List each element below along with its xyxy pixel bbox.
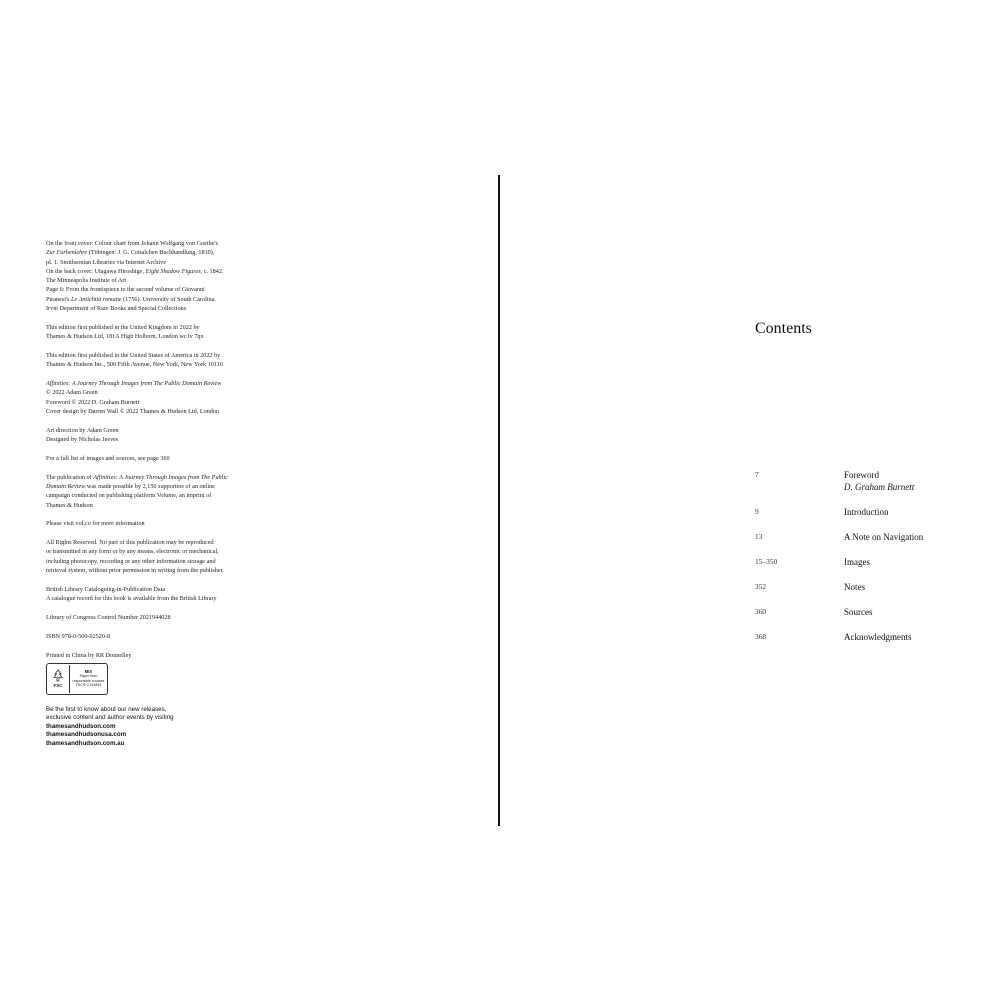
table-of-contents (755, 469, 955, 656)
imprint-line: campaign conducted on publishing platform Volume, an imprint of (46, 492, 212, 500)
sources-note (46, 454, 261, 463)
fsc-line: responsible sources (72, 678, 105, 683)
imprint-line: Zur Farbenlehre (Tübingen: J. G. Cottalchen Buchhandlung, 1810), (46, 249, 215, 257)
toc-title: A Note on Navigation (844, 532, 924, 542)
toc-author: D. Graham Burnett (844, 482, 915, 492)
imprint-line: A catalogue record for this book is available from the British Library (46, 595, 217, 603)
imprint-line: For a full list of images and sources, see page 360 (46, 454, 170, 462)
imprint-line: On the back cover: Utagawa Hiroshige, Eight Shadow Figures, c. 1842. (46, 267, 224, 275)
toc-title: Images (844, 557, 870, 567)
fsc-line: Paper from (79, 674, 98, 679)
imprint-line: All Rights Reserved. No part of this publication may be reproduced (46, 539, 214, 547)
fsc-logo-text: FSC (53, 683, 63, 689)
promo-line: exclusive content and author events by visiting (46, 714, 174, 722)
toc-entry-introduction[interactable] (755, 506, 955, 531)
toc-page-number: 7 (755, 470, 759, 479)
imprint-line: retrieval system, without prior permission in writing from the publisher. (46, 567, 224, 575)
toc-title (844, 469, 914, 493)
imprint-line: or transmitted in any form or by any means, electronic or mechanical, (46, 548, 219, 556)
imprint-page (46, 239, 261, 748)
isbn (46, 632, 261, 641)
uk-edition (46, 323, 261, 342)
imprint-line: © 2022 Adam Green (46, 389, 98, 397)
fsc-code: FSC® C144853 (75, 683, 102, 688)
imprint-line: Domain Review was made possible by 2,150 supporters of an online (46, 482, 215, 490)
toc-entry-acknowledgments[interactable] (755, 631, 955, 656)
imprint-line: Thames & Hudson (46, 501, 93, 509)
imprint-line: Art direction by Adam Green (46, 426, 119, 434)
imprint-line: Please visit vol.co for more information (46, 520, 145, 528)
fsc-text (70, 670, 107, 688)
toc-entry-navigation[interactable] (755, 531, 955, 556)
page-gutter-divider (498, 175, 500, 826)
imprint-line: Irvin Department of Rare Books and Special Collections (46, 305, 187, 313)
toc-title: Introduction (844, 507, 889, 517)
visit-note (46, 519, 261, 528)
website-link[interactable]: thamesandhudson.com.au (46, 739, 125, 747)
toc-entry-images[interactable] (755, 556, 955, 581)
fsc-tree-graphic (52, 669, 64, 683)
imprint-line: Printed in China by RR Donnelley (46, 651, 132, 659)
toc-page-number: 13 (755, 532, 763, 541)
imprint-line: Thames & Hudson Inc., 500 Fifth Avenue, New York, New York 10110 (46, 361, 223, 369)
rights-statement (46, 538, 261, 575)
toc-title-text: Foreword (844, 470, 879, 480)
promo-line: Be the first to know about our new releases, (46, 705, 167, 713)
imprint-line: The publication of Affinities: A Journey Through Images from The Public (46, 473, 228, 481)
fsc-label (46, 663, 108, 695)
book-title-line: Affinities: A Journey Through Images from The Public Domain Review (46, 380, 222, 388)
imprint-line: The Minneapolis Institute of Art (46, 277, 127, 285)
imprint-line: On the front cover: Colour chart from Johann Wolfgang von Goethe's (46, 240, 218, 247)
fsc-tree-icon (47, 665, 70, 693)
toc-page-number: 15–350 (755, 557, 778, 566)
imprint-line: This edition first published in the United States of America in 2022 by (46, 351, 221, 359)
loc-number (46, 613, 261, 622)
imprint-line: pl. 1. Smithsonian Libraries via Internet Archive (46, 258, 166, 266)
printed-note (46, 651, 261, 660)
toc-entry-sources[interactable] (755, 606, 955, 631)
toc-entry-notes[interactable] (755, 581, 955, 606)
toc-page-number: 360 (755, 607, 767, 616)
toc-entry-foreword[interactable] (755, 469, 955, 506)
imprint-line: Piranesi's Le Antichità romane (1756). University of South Carolina. (46, 295, 216, 303)
website-link[interactable]: thamesandhudson.com (46, 722, 116, 730)
imprint-line: Library of Congress Control Number 2021944028 (46, 613, 171, 621)
imprint-line: Page 6: From the frontispiece to the second volume of Giovanni (46, 286, 205, 294)
us-edition (46, 351, 261, 370)
promo-block (46, 706, 261, 749)
imprint-line: Designed by Nicholas Jeeves (46, 436, 119, 444)
british-library-note (46, 585, 261, 604)
toc-title: Sources (844, 607, 873, 617)
toc-page-number: 9 (755, 507, 759, 516)
imprint-line: British Library Cataloguing-in-Publication Data (46, 585, 166, 593)
design-credits (46, 426, 261, 445)
contents-title: Contents (755, 320, 812, 337)
website-link[interactable]: thamesandhudsonusa.com (46, 731, 127, 739)
imprint-line: This edition first published in the United Kingdom in 2022 by (46, 323, 200, 331)
toc-page-number: 352 (755, 582, 767, 591)
copyright-block (46, 379, 261, 416)
toc-title: Acknowledgments (844, 632, 912, 642)
imprint-line: including photocopy, recording or any other information storage and (46, 557, 216, 565)
publication-note (46, 473, 261, 510)
cover-credits (46, 239, 261, 313)
imprint-line: Thames & Hudson Ltd, 181A High Holborn, London wc1v 7qx (46, 333, 204, 341)
imprint-line: Cover design by Darren Wall © 2022 Thames & Hudson Ltd, London (46, 407, 220, 415)
fsc-mix: MIX (84, 668, 93, 674)
imprint-line: ISBN 978-0-500-02520-8 (46, 632, 111, 640)
imprint-line: Foreword © 2022 D. Graham Burnett (46, 398, 140, 406)
toc-title: Notes (844, 582, 865, 592)
toc-page-number: 368 (755, 632, 767, 641)
